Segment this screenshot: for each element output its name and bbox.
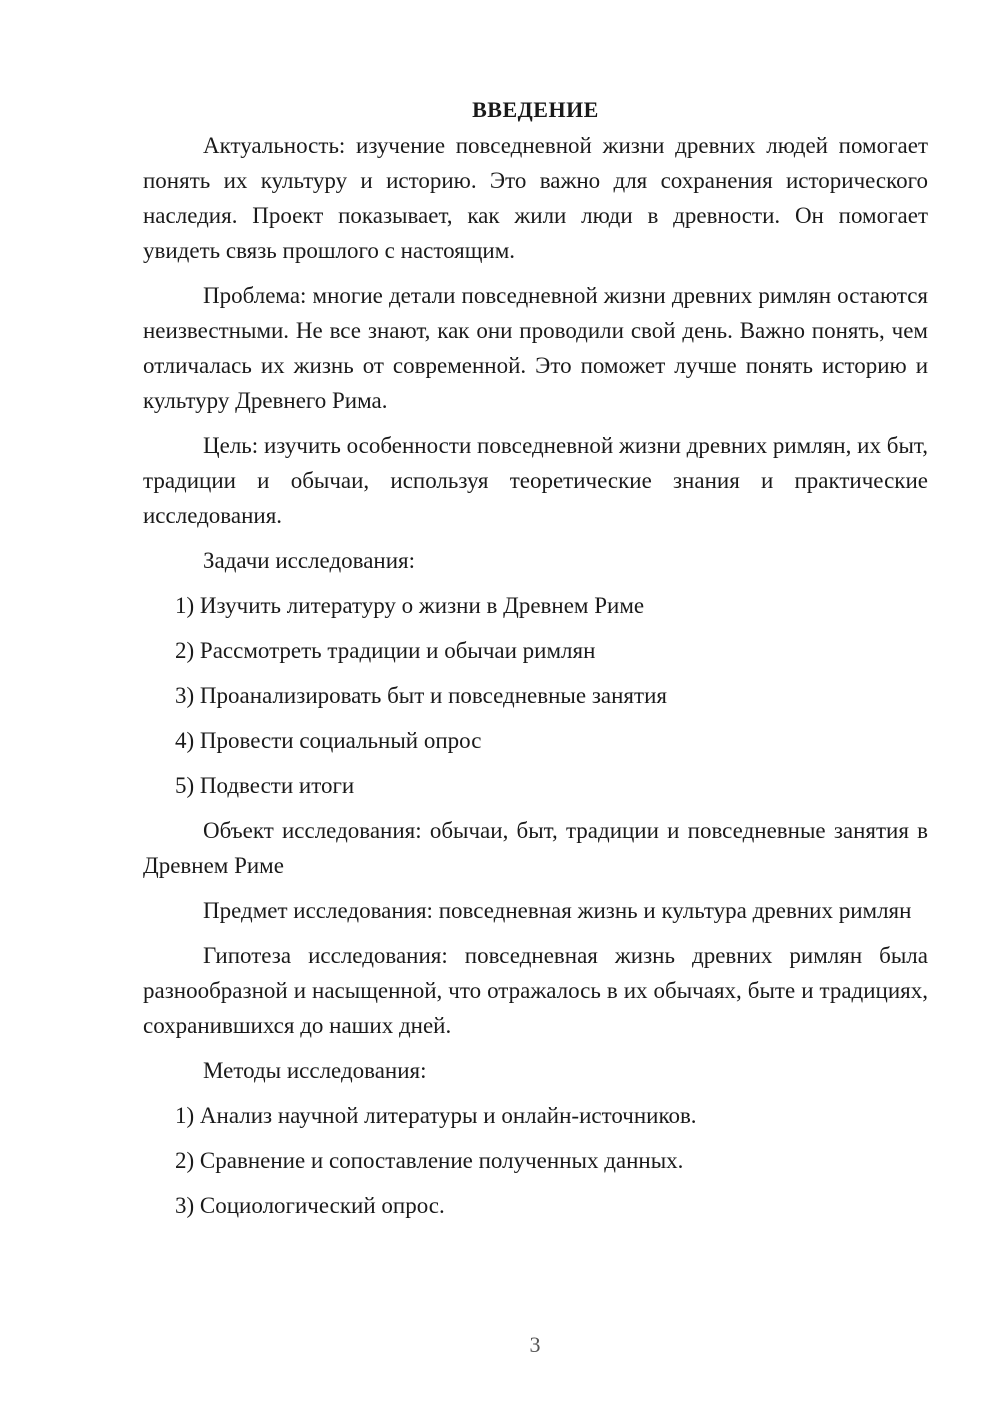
method-item-3: 3) Социологический опрос. xyxy=(175,1193,445,1218)
subject-paragraph: Предмет исследования: повседневная жизнь и культура древних римлян xyxy=(203,898,912,923)
tasks-heading: Задачи исследования: xyxy=(203,548,416,573)
document-page xyxy=(143,94,928,1233)
method-item-2: 2) Сравнение и сопоставление полученных данных. xyxy=(175,1148,684,1173)
problem-paragraph: Проблема: многие детали повседневной жизни древних римлян остаются неизвестными. Не все знают, как они проводили свой день. Важно понять, чем отличалась их жизнь от современной. Это поможет лучше понять историю и культуру Древнего Рима. xyxy=(143,283,928,413)
page-title: ВВЕДЕНИЕ xyxy=(472,97,599,122)
relevance-paragraph: Актуальность: изучение повседневной жизни древних людей помогает понять их культуру и историю. Это важно для сохранения исторического наследия. Проект показывает, как жили люди в древности. Он помогает увидеть связь прошлого с настоящим. xyxy=(143,133,928,263)
task-item-4: 4) Провести социальный опрос xyxy=(175,728,482,753)
task-item-5: 5) Подвести итоги xyxy=(175,773,355,798)
method-item-1: 1) Анализ научной литературы и онлайн-источников. xyxy=(175,1103,697,1128)
hypothesis-paragraph: Гипотеза исследования: повседневная жизнь древних римлян была разнообразной и насыщенной, что отражалось в их обычаях, быте и традициях, сохранившихся до наших дней. xyxy=(143,943,928,1038)
task-item-1: 1) Изучить литературу о жизни в Древнем Риме xyxy=(175,593,645,618)
goal-paragraph: Цель: изучить особенности повседневной жизни древних римлян, их быт, традиции и обычаи, используя теоретические знания и практические исследования. xyxy=(143,433,928,528)
object-paragraph: Объект исследования: обычаи, быт, традиции и повседневные занятия в Древнем Риме xyxy=(143,818,928,878)
task-item-3: 3) Проанализировать быт и повседневные занятия xyxy=(175,683,667,708)
page-number: 3 xyxy=(529,1332,541,1357)
task-item-2: 2) Рассмотреть традиции и обычаи римлян xyxy=(175,638,596,663)
methods-heading: Методы исследования: xyxy=(203,1058,427,1083)
